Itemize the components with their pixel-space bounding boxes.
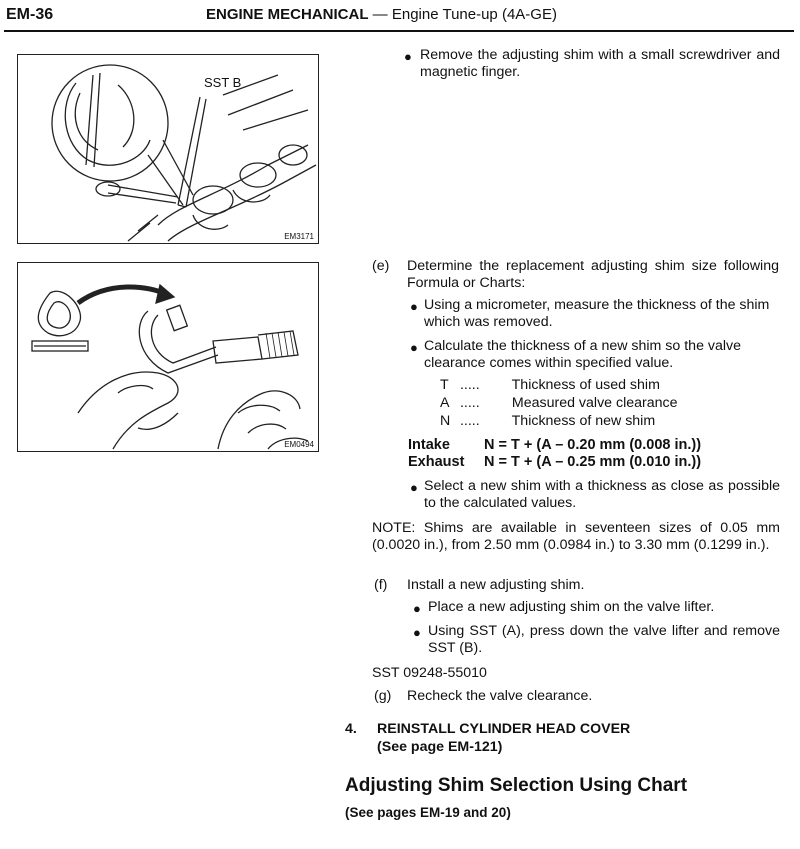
step-4-reference: (See page EM-121)	[377, 739, 503, 755]
page-number: EM-36	[6, 6, 54, 23]
variable-row-n	[440, 413, 655, 430]
variable-dots: .....	[459, 377, 480, 393]
variable-meaning: Thickness of used shim	[511, 377, 660, 393]
chart-section-reference: (See pages EM-19 and 20)	[345, 805, 511, 820]
step-4-title: REINSTALL CYLINDER HEAD COVER	[377, 721, 631, 737]
select-shim-bullet-text: Select a new shim with a thickness as close as possible to the calculated values.	[424, 478, 780, 511]
variable-letter: N	[440, 413, 451, 429]
formula-expr: N = T + (A – 0.25 mm (0.010 in.))	[484, 454, 702, 470]
step-g-marker: (g)	[374, 688, 392, 704]
variable-letter: T	[440, 377, 449, 393]
press-lifter-bullet-text: Using SST (A), press down the valve lifter and remove SST (B).	[428, 623, 780, 656]
variable-letter: A	[440, 395, 450, 411]
formula-label: Intake	[408, 437, 450, 453]
bullet-dot: ●	[410, 480, 418, 495]
header-section: ENGINE MECHANICAL	[206, 6, 369, 23]
variable-dots: .....	[459, 413, 480, 429]
bullet-dot: ●	[413, 625, 421, 640]
formula-label: Exhaust	[408, 454, 465, 470]
bullet-dot: ●	[404, 49, 412, 64]
chart-section-title: Adjusting Shim Selection Using Chart	[345, 775, 688, 796]
bullet-dot: ●	[413, 601, 421, 616]
bullet-dot: ●	[410, 299, 418, 314]
formula-intake	[408, 437, 701, 454]
sst-b-label: SST B	[204, 75, 242, 90]
page-header-title	[206, 6, 557, 23]
remove-shim-text: Remove the adjusting shim with a small screwdriver and magnetic finger.	[420, 47, 780, 80]
variable-row-a	[440, 395, 678, 412]
figure-code: EM3171	[284, 232, 314, 241]
micrometer-illustration	[18, 263, 318, 451]
calculate-bullet-text: Calculate the thickness of a new shim so the valve clearance comes within specified value.	[424, 338, 742, 371]
formula-expr: N = T + (A – 0.20 mm (0.008 in.))	[484, 437, 702, 453]
variable-dots: .....	[459, 395, 480, 411]
sst-part-number: SST 09248-55010	[372, 665, 487, 681]
micrometer-bullet-text: Using a micrometer, measure the thickness of the shim which was removed.	[424, 297, 770, 330]
formula-exhaust	[408, 454, 701, 471]
shim-removal-illustration	[18, 55, 318, 243]
step-f-text: Install a new adjusting shim.	[407, 577, 585, 593]
place-shim-bullet-text: Place a new adjusting shim on the valve lifter.	[428, 599, 715, 615]
bullet-dot: ●	[410, 340, 418, 355]
shim-sizes-note: NOTE: Shims are available in seventeen sizes of 0.05 mm (0.0020 in.), from 2.50 mm (0.0984 in.) to 3.30 mm (0.1299 in.).	[372, 520, 780, 553]
step-f-marker: (f)	[374, 577, 388, 593]
header-rule	[4, 30, 794, 32]
variable-meaning: Measured valve clearance	[511, 395, 678, 411]
header-subsection: Engine Tune-up (4A-GE)	[391, 6, 557, 23]
figure-code: EM0494	[284, 440, 314, 449]
figure-shim-removal	[17, 54, 319, 244]
step-4-number: 4.	[345, 721, 357, 737]
variable-meaning: Thickness of new shim	[511, 413, 656, 429]
figure-micrometer	[17, 262, 319, 452]
step-g-text: Recheck the valve clearance.	[407, 688, 593, 704]
step-e-marker: (e)	[372, 258, 390, 274]
step-e-text: Determine the replacement adjusting shim size following Formula or Charts:	[407, 258, 779, 291]
variable-row-t	[440, 377, 660, 394]
header-dash: —	[368, 6, 392, 23]
